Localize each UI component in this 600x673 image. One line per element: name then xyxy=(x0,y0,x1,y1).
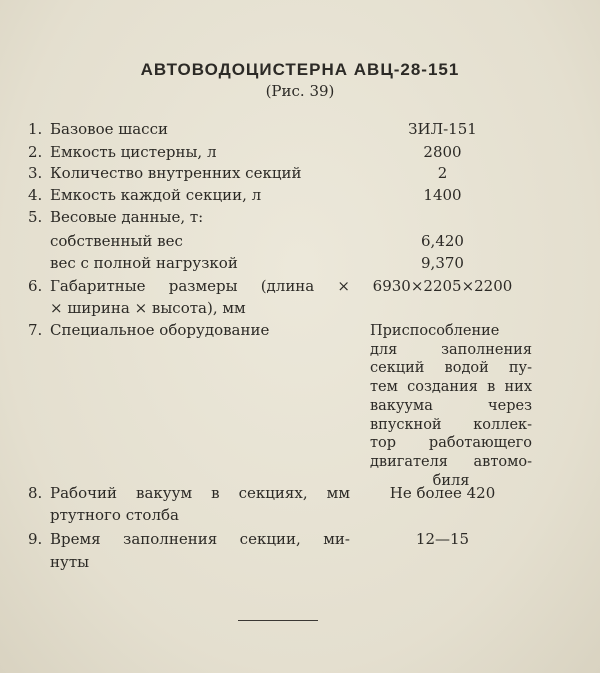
description-line: тор работающего xyxy=(370,435,532,452)
item-label: Рабочий вакуум в секциях, мм xyxy=(50,484,350,502)
item-number: 8. xyxy=(28,484,43,502)
item-value: 6930×2205×2200 xyxy=(372,277,513,295)
item-label: Специальное оборудование xyxy=(50,321,270,339)
item-label-continuation: × ширина × высота), мм xyxy=(50,299,246,317)
item-number: 5. xyxy=(28,208,43,226)
item-value: 6,420 xyxy=(421,232,464,250)
item-label: Время заполнения секции, ми- xyxy=(50,530,350,548)
item-value: 2 xyxy=(437,164,448,182)
item-value: 1400 xyxy=(423,186,462,204)
figure-reference: (Рис. 39) xyxy=(265,82,335,100)
item-label: собственный вес xyxy=(50,232,183,250)
item-number: 6. xyxy=(28,277,43,295)
item-number: 1. xyxy=(28,120,43,138)
item-label-continuation: ртутного столба xyxy=(50,506,179,524)
item-number: 2. xyxy=(28,143,43,161)
description-line: двигателя автомо- xyxy=(370,453,532,470)
description-line: впускной коллек- xyxy=(370,416,532,433)
description-line: вакуума через xyxy=(370,397,532,414)
item-value: 2800 xyxy=(423,143,462,161)
item-number: 7. xyxy=(28,321,43,339)
description-line: тем создания в них xyxy=(370,379,532,396)
item-label: Габаритные размеры (длина × xyxy=(50,277,350,295)
item-value: 12—15 xyxy=(415,530,470,548)
item-number: 3. xyxy=(28,164,43,182)
item-label: вес с полной нагрузкой xyxy=(50,254,238,272)
item-value: ЗИЛ-151 xyxy=(408,120,477,138)
description-line: для заполнения xyxy=(370,341,532,358)
item-label: Базовое шасси xyxy=(50,120,168,138)
document-title: АВТОВОДОЦИСТЕРНА АВЦ-28-151 xyxy=(140,60,460,79)
item-label: Весовые данные, т: xyxy=(50,208,204,226)
equipment-description xyxy=(370,322,532,490)
section-divider xyxy=(238,620,318,621)
item-label: Количество внутренних секций xyxy=(50,164,302,182)
item-value: Не более 420 xyxy=(389,484,496,502)
item-label: Емкость каждой секции, л xyxy=(50,186,262,204)
description-line: Приспособление xyxy=(370,323,500,339)
description-line: биля xyxy=(432,472,470,489)
item-label: Емкость цистерны, л xyxy=(50,143,217,161)
description-line: секций водой пу- xyxy=(370,360,532,377)
item-number: 9. xyxy=(28,530,43,548)
item-number: 4. xyxy=(28,186,43,204)
item-value: 9,370 xyxy=(421,254,464,272)
item-label-continuation: нуты xyxy=(50,553,90,571)
